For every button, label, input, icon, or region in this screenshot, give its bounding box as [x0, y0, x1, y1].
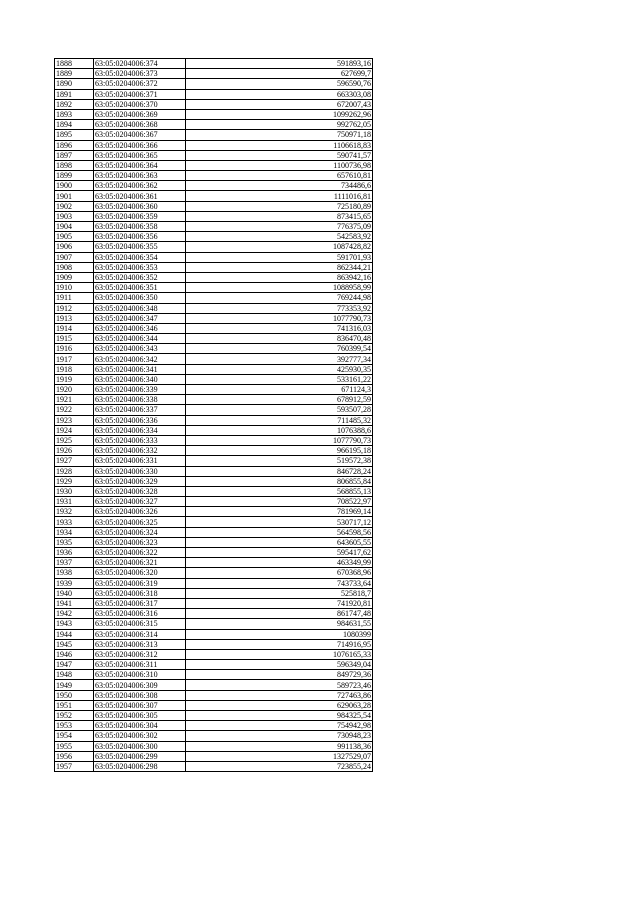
table-row [55, 588, 373, 598]
table-row [55, 466, 373, 476]
table-row [55, 731, 373, 741]
cadastral-value-cell: 1088958,99 [186, 283, 373, 293]
cadastral-value-cell: 743733,64 [186, 578, 373, 588]
cadastral-number-cell: 63:05:0204006:351 [94, 283, 186, 293]
table-row [55, 711, 373, 721]
table-row [55, 670, 373, 680]
cadastral-value-cell: 1076388,6 [186, 425, 373, 435]
table-body [55, 59, 373, 772]
row-number-cell: 1899 [55, 171, 94, 181]
table-row [55, 99, 373, 109]
cadastral-value-cell: 861747,48 [186, 609, 373, 619]
table-row [55, 272, 373, 282]
table-row [55, 537, 373, 547]
table-row [55, 507, 373, 517]
table-row [55, 344, 373, 354]
cadastral-number-cell: 63:05:0204006:337 [94, 405, 186, 415]
cadastral-number-cell: 63:05:0204006:323 [94, 537, 186, 547]
cadastral-number-cell: 63:05:0204006:307 [94, 700, 186, 710]
cadastral-number-cell: 63:05:0204006:298 [94, 761, 186, 771]
cadastral-number-cell: 63:05:0204006:373 [94, 69, 186, 79]
cadastral-value-cell: 760399,54 [186, 344, 373, 354]
cadastral-number-cell: 63:05:0204006:315 [94, 619, 186, 629]
table-row [55, 69, 373, 79]
row-number-cell: 1938 [55, 568, 94, 578]
cadastral-value-cell: 1099262,96 [186, 109, 373, 119]
cadastral-value-cell: 991138,36 [186, 741, 373, 751]
cadastral-number-cell: 63:05:0204006:302 [94, 731, 186, 741]
cadastral-number-cell: 63:05:0204006:372 [94, 79, 186, 89]
row-number-cell: 1920 [55, 385, 94, 395]
cadastral-value-cell: 750971,18 [186, 130, 373, 140]
table-row [55, 649, 373, 659]
cadastral-value-cell: 776375,09 [186, 222, 373, 232]
cadastral-number-cell: 63:05:0204006:369 [94, 109, 186, 119]
cadastral-value-cell: 530717,12 [186, 517, 373, 527]
cadastral-value-cell: 519572,38 [186, 456, 373, 466]
row-number-cell: 1907 [55, 252, 94, 262]
cadastral-number-cell: 63:05:0204006:338 [94, 395, 186, 405]
cadastral-number-cell: 63:05:0204006:336 [94, 415, 186, 425]
table-row [55, 313, 373, 323]
row-number-cell: 1889 [55, 69, 94, 79]
row-number-cell: 1926 [55, 446, 94, 456]
cadastral-value-cell: 672007,43 [186, 99, 373, 109]
row-number-cell: 1901 [55, 191, 94, 201]
row-number-cell: 1935 [55, 537, 94, 547]
row-number-cell: 1916 [55, 344, 94, 354]
row-number-cell: 1894 [55, 120, 94, 130]
row-number-cell: 1909 [55, 272, 94, 282]
table-row [55, 293, 373, 303]
row-number-cell: 1941 [55, 598, 94, 608]
cadastral-value-cell: 873415,65 [186, 211, 373, 221]
cadastral-value-cell: 1106618,83 [186, 140, 373, 150]
cadastral-number-cell: 63:05:0204006:368 [94, 120, 186, 130]
cadastral-number-cell: 63:05:0204006:360 [94, 201, 186, 211]
cadastral-number-cell: 63:05:0204006:339 [94, 385, 186, 395]
cadastral-value-cell: 568855,13 [186, 486, 373, 496]
table-row [55, 578, 373, 588]
cadastral-number-cell: 63:05:0204006:365 [94, 150, 186, 160]
table-row [55, 160, 373, 170]
table-row [55, 283, 373, 293]
table-row [55, 568, 373, 578]
row-number-cell: 1908 [55, 262, 94, 272]
table-row [55, 120, 373, 130]
row-number-cell: 1933 [55, 517, 94, 527]
cadastral-value-cell: 627699,7 [186, 69, 373, 79]
cadastral-number-cell: 63:05:0204006:316 [94, 609, 186, 619]
cadastral-value-cell: 769244,98 [186, 293, 373, 303]
cadastral-value-cell: 596590,76 [186, 79, 373, 89]
table-row [55, 751, 373, 761]
row-number-cell: 1928 [55, 466, 94, 476]
table-row [55, 761, 373, 771]
cadastral-number-cell: 63:05:0204006:314 [94, 629, 186, 639]
row-number-cell: 1902 [55, 201, 94, 211]
cadastral-value-cell: 723855,24 [186, 761, 373, 771]
table-row [55, 405, 373, 415]
table-row [55, 242, 373, 252]
cadastral-value-cell: 657610,81 [186, 171, 373, 181]
table-row [55, 130, 373, 140]
row-number-cell: 1951 [55, 700, 94, 710]
cadastral-value-cell: 741316,03 [186, 323, 373, 333]
cadastral-value-cell: 392777,34 [186, 354, 373, 364]
cadastral-value-cell: 1100736,98 [186, 160, 373, 170]
cadastral-value-cell: 643605,55 [186, 537, 373, 547]
table-row [55, 222, 373, 232]
row-number-cell: 1953 [55, 721, 94, 731]
row-number-cell: 1891 [55, 89, 94, 99]
cadastral-number-cell: 63:05:0204006:343 [94, 344, 186, 354]
cadastral-number-cell: 63:05:0204006:358 [94, 222, 186, 232]
cadastral-value-cell: 1087428,82 [186, 242, 373, 252]
table-row [55, 548, 373, 558]
row-number-cell: 1944 [55, 629, 94, 639]
table-row [55, 721, 373, 731]
row-number-cell: 1915 [55, 334, 94, 344]
cadastral-value-cell: 590741,57 [186, 150, 373, 160]
table-row [55, 456, 373, 466]
table-row [55, 232, 373, 242]
table-row [55, 201, 373, 211]
cadastral-number-cell: 63:05:0204006:361 [94, 191, 186, 201]
cadastral-number-cell: 63:05:0204006:331 [94, 456, 186, 466]
row-number-cell: 1954 [55, 731, 94, 741]
table-row [55, 446, 373, 456]
cadastral-value-cell: 862344,21 [186, 262, 373, 272]
cadastral-value-cell: 525818,7 [186, 588, 373, 598]
cadastral-number-cell: 63:05:0204006:359 [94, 211, 186, 221]
cadastral-number-cell: 63:05:0204006:309 [94, 680, 186, 690]
table-row [55, 639, 373, 649]
row-number-cell: 1922 [55, 405, 94, 415]
row-number-cell: 1924 [55, 425, 94, 435]
cadastral-number-cell: 63:05:0204006:317 [94, 598, 186, 608]
row-number-cell: 1956 [55, 751, 94, 761]
row-number-cell: 1931 [55, 497, 94, 507]
cadastral-number-cell: 63:05:0204006:319 [94, 578, 186, 588]
row-number-cell: 1957 [55, 761, 94, 771]
cadastral-value-cell: 711485,32 [186, 415, 373, 425]
cadastral-number-cell: 63:05:0204006:362 [94, 181, 186, 191]
table-row [55, 425, 373, 435]
table-row [55, 262, 373, 272]
table-row [55, 59, 373, 69]
cadastral-number-cell: 63:05:0204006:320 [94, 568, 186, 578]
cadastral-number-cell: 63:05:0204006:348 [94, 303, 186, 313]
row-number-cell: 1905 [55, 232, 94, 242]
cadastral-number-cell: 63:05:0204006:310 [94, 670, 186, 680]
table-row [55, 252, 373, 262]
row-number-cell: 1893 [55, 109, 94, 119]
row-number-cell: 1897 [55, 150, 94, 160]
row-number-cell: 1943 [55, 619, 94, 629]
table-row [55, 354, 373, 364]
cadastral-value-cell: 984325,54 [186, 711, 373, 721]
cadastral-number-cell: 63:05:0204006:352 [94, 272, 186, 282]
row-number-cell: 1910 [55, 283, 94, 293]
table-row [55, 109, 373, 119]
cadastral-number-cell: 63:05:0204006:329 [94, 476, 186, 486]
row-number-cell: 1895 [55, 130, 94, 140]
cadastral-value-cell: 836470,48 [186, 334, 373, 344]
cadastral-number-cell: 63:05:0204006:370 [94, 99, 186, 109]
table-row [55, 415, 373, 425]
cadastral-value-cell: 663303,08 [186, 89, 373, 99]
cadastral-value-cell: 589723,46 [186, 680, 373, 690]
table-row [55, 660, 373, 670]
table-row [55, 517, 373, 527]
cadastral-value-cell: 564598,56 [186, 527, 373, 537]
row-number-cell: 1918 [55, 364, 94, 374]
table-row [55, 680, 373, 690]
table-row [55, 395, 373, 405]
cadastral-value-cell: 806855,84 [186, 476, 373, 486]
cadastral-value-table [54, 58, 373, 772]
row-number-cell: 1937 [55, 558, 94, 568]
cadastral-value-cell: 425930,35 [186, 364, 373, 374]
row-number-cell: 1911 [55, 293, 94, 303]
row-number-cell: 1934 [55, 527, 94, 537]
table-row [55, 374, 373, 384]
table-row [55, 79, 373, 89]
row-number-cell: 1949 [55, 680, 94, 690]
cadastral-value-cell: 678912,59 [186, 395, 373, 405]
cadastral-number-cell: 63:05:0204006:332 [94, 446, 186, 456]
cadastral-number-cell: 63:05:0204006:304 [94, 721, 186, 731]
table-row [55, 181, 373, 191]
row-number-cell: 1919 [55, 374, 94, 384]
cadastral-number-cell: 63:05:0204006:344 [94, 334, 186, 344]
cadastral-number-cell: 63:05:0204006:327 [94, 497, 186, 507]
cadastral-number-cell: 63:05:0204006:353 [94, 262, 186, 272]
cadastral-number-cell: 63:05:0204006:350 [94, 293, 186, 303]
row-number-cell: 1906 [55, 242, 94, 252]
row-number-cell: 1921 [55, 395, 94, 405]
table-row [55, 598, 373, 608]
table-row [55, 486, 373, 496]
cadastral-value-cell: 984631,55 [186, 619, 373, 629]
cadastral-value-cell: 727463,86 [186, 690, 373, 700]
cadastral-value-cell: 595417,62 [186, 548, 373, 558]
row-number-cell: 1950 [55, 690, 94, 700]
cadastral-number-cell: 63:05:0204006:363 [94, 171, 186, 181]
table-row [55, 323, 373, 333]
row-number-cell: 1913 [55, 313, 94, 323]
cadastral-number-cell: 63:05:0204006:312 [94, 649, 186, 659]
cadastral-number-cell: 63:05:0204006:299 [94, 751, 186, 761]
table-row [55, 364, 373, 374]
cadastral-value-cell: 1076165,33 [186, 649, 373, 659]
cadastral-value-cell: 708522,97 [186, 497, 373, 507]
table-row [55, 303, 373, 313]
table-row [55, 171, 373, 181]
row-number-cell: 1945 [55, 639, 94, 649]
table-row [55, 558, 373, 568]
cadastral-value-cell: 1111016,81 [186, 191, 373, 201]
row-number-cell: 1892 [55, 99, 94, 109]
cadastral-value-cell: 593507,28 [186, 405, 373, 415]
cadastral-value-cell: 781969,14 [186, 507, 373, 517]
cadastral-number-cell: 63:05:0204006:371 [94, 89, 186, 99]
cadastral-number-cell: 63:05:0204006:311 [94, 660, 186, 670]
row-number-cell: 1925 [55, 435, 94, 445]
table-row [55, 435, 373, 445]
cadastral-number-cell: 63:05:0204006:347 [94, 313, 186, 323]
cadastral-number-cell: 63:05:0204006:305 [94, 711, 186, 721]
table-row [55, 89, 373, 99]
cadastral-number-cell: 63:05:0204006:341 [94, 364, 186, 374]
table-row [55, 150, 373, 160]
cadastral-value-cell: 1327529,07 [186, 751, 373, 761]
cadastral-value-cell: 671124,3 [186, 385, 373, 395]
cadastral-number-cell: 63:05:0204006:342 [94, 354, 186, 364]
cadastral-value-cell: 596349,04 [186, 660, 373, 670]
row-number-cell: 1890 [55, 79, 94, 89]
cadastral-value-cell: 730948,23 [186, 731, 373, 741]
cadastral-value-cell: 1077790,73 [186, 313, 373, 323]
cadastral-number-cell: 63:05:0204006:334 [94, 425, 186, 435]
cadastral-number-cell: 63:05:0204006:326 [94, 507, 186, 517]
cadastral-number-cell: 63:05:0204006:364 [94, 160, 186, 170]
row-number-cell: 1903 [55, 211, 94, 221]
cadastral-value-cell: 773353,92 [186, 303, 373, 313]
row-number-cell: 1952 [55, 711, 94, 721]
cadastral-value-cell: 629063,28 [186, 700, 373, 710]
cadastral-number-cell: 63:05:0204006:313 [94, 639, 186, 649]
cadastral-number-cell: 63:05:0204006:328 [94, 486, 186, 496]
cadastral-value-cell: 542583,92 [186, 232, 373, 242]
cadastral-value-cell: 725180,89 [186, 201, 373, 211]
cadastral-value-cell: 966195,18 [186, 446, 373, 456]
row-number-cell: 1914 [55, 323, 94, 333]
row-number-cell: 1912 [55, 303, 94, 313]
table-row [55, 741, 373, 751]
cadastral-value-cell: 754942,98 [186, 721, 373, 731]
row-number-cell: 1940 [55, 588, 94, 598]
cadastral-number-cell: 63:05:0204006:300 [94, 741, 186, 751]
row-number-cell: 1900 [55, 181, 94, 191]
cadastral-value-cell: 849729,36 [186, 670, 373, 680]
cadastral-number-cell: 63:05:0204006:324 [94, 527, 186, 537]
table-row [55, 609, 373, 619]
cadastral-number-cell: 63:05:0204006:367 [94, 130, 186, 140]
row-number-cell: 1923 [55, 415, 94, 425]
table-row [55, 527, 373, 537]
cadastral-number-cell: 63:05:0204006:346 [94, 323, 186, 333]
cadastral-value-cell: 863942,16 [186, 272, 373, 282]
cadastral-number-cell: 63:05:0204006:374 [94, 59, 186, 69]
cadastral-number-cell: 63:05:0204006:355 [94, 242, 186, 252]
cadastral-value-cell: 714916,95 [186, 639, 373, 649]
cadastral-number-cell: 63:05:0204006:333 [94, 435, 186, 445]
table-row [55, 690, 373, 700]
row-number-cell: 1947 [55, 660, 94, 670]
cadastral-number-cell: 63:05:0204006:354 [94, 252, 186, 262]
cadastral-number-cell: 63:05:0204006:330 [94, 466, 186, 476]
row-number-cell: 1898 [55, 160, 94, 170]
row-number-cell: 1896 [55, 140, 94, 150]
cadastral-value-cell: 533161,22 [186, 374, 373, 384]
cadastral-value-cell: 591893,16 [186, 59, 373, 69]
table-row [55, 476, 373, 486]
row-number-cell: 1955 [55, 741, 94, 751]
cadastral-value-cell: 1080399 [186, 629, 373, 639]
cadastral-number-cell: 63:05:0204006:340 [94, 374, 186, 384]
cadastral-value-cell: 846728,24 [186, 466, 373, 476]
cadastral-value-cell: 463349,99 [186, 558, 373, 568]
row-number-cell: 1942 [55, 609, 94, 619]
row-number-cell: 1946 [55, 649, 94, 659]
row-number-cell: 1936 [55, 548, 94, 558]
table-row [55, 385, 373, 395]
cadastral-value-cell: 670368,96 [186, 568, 373, 578]
row-number-cell: 1930 [55, 486, 94, 496]
table-row [55, 629, 373, 639]
cadastral-value-cell: 734486,6 [186, 181, 373, 191]
table-row [55, 619, 373, 629]
table-row [55, 211, 373, 221]
cadastral-number-cell: 63:05:0204006:321 [94, 558, 186, 568]
table-row [55, 700, 373, 710]
row-number-cell: 1888 [55, 59, 94, 69]
cadastral-number-cell: 63:05:0204006:366 [94, 140, 186, 150]
cadastral-number-cell: 63:05:0204006:322 [94, 548, 186, 558]
row-number-cell: 1917 [55, 354, 94, 364]
table-row [55, 334, 373, 344]
cadastral-number-cell: 63:05:0204006:356 [94, 232, 186, 242]
cadastral-number-cell: 63:05:0204006:318 [94, 588, 186, 598]
row-number-cell: 1904 [55, 222, 94, 232]
cadastral-value-cell: 741920,81 [186, 598, 373, 608]
row-number-cell: 1932 [55, 507, 94, 517]
cadastral-value-cell: 992762,05 [186, 120, 373, 130]
cadastral-number-cell: 63:05:0204006:325 [94, 517, 186, 527]
cadastral-number-cell: 63:05:0204006:308 [94, 690, 186, 700]
table-row [55, 140, 373, 150]
cadastral-value-cell: 591701,93 [186, 252, 373, 262]
row-number-cell: 1948 [55, 670, 94, 680]
row-number-cell: 1927 [55, 456, 94, 466]
row-number-cell: 1939 [55, 578, 94, 588]
table-row [55, 191, 373, 201]
table-row [55, 497, 373, 507]
row-number-cell: 1929 [55, 476, 94, 486]
cadastral-value-cell: 1077790,73 [186, 435, 373, 445]
